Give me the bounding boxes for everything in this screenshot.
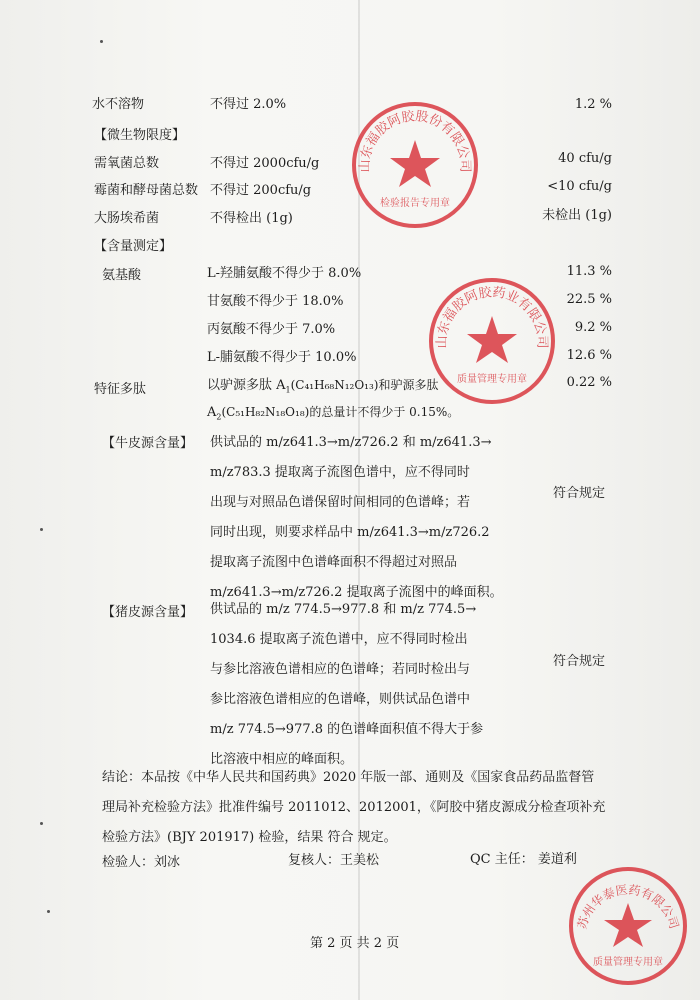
seal-1-purpose: 检验报告专用章	[380, 198, 450, 209]
proline-result: 12.6 %	[566, 348, 612, 363]
reviewer-signature: 复核人：王美松	[288, 853, 380, 868]
peptide-line2-b: (C₅₁H₈₂N₁₈O₁₈)的总量计不得少于 0.15%。	[221, 405, 460, 419]
bovine-label: 【牛皮源含量】	[102, 436, 194, 451]
seal-1	[348, 98, 482, 232]
scan-speck	[100, 40, 103, 43]
ecoli-result: 未检出 (1g)	[542, 208, 612, 223]
peptide-result: 0.22 %	[566, 375, 612, 390]
porcine-result: 符合规定	[553, 654, 606, 669]
proline-standard: L-脯氨酸不得少于 10.0%	[207, 350, 357, 365]
aerobic-label: 需氧菌总数	[94, 156, 160, 171]
bovine-line: 供试品的 m/z641.3→m/z726.2 和 m/z641.3→	[210, 435, 492, 450]
conclusion-text	[102, 763, 605, 853]
porcine-line: 供试品的 m/z 774.5→977.8 和 m/z 774.5→	[210, 602, 477, 617]
seal-3	[565, 863, 691, 989]
aerobic-result: 40 cfu/g	[558, 151, 612, 166]
alanine-result: 9.2 %	[574, 320, 612, 335]
peptide-line1-a: 以驴源多肽 A	[207, 378, 286, 393]
microbial-section-title: 【微生物限度】	[94, 128, 186, 143]
glycine-result: 22.5 %	[566, 292, 612, 307]
alanine-standard: 丙氨酸不得少于 7.0%	[207, 322, 336, 337]
porcine-line: 参比溶液色谱相应的色谱峰，则供试品色谱中	[210, 692, 471, 707]
peptide-standard-line-1: 以驴源多肽 $A_1(C_{41}H_{68}N_{12}O_{13})$和驴源多肽	[207, 378, 439, 395]
porcine-line: 比溶液中相应的峰面积。	[210, 752, 354, 767]
bovine-line: 提取离子流图中色谱峰面积不得超过对照品	[210, 555, 458, 570]
bovine-line: 出现与对照品色谱保留时间相同的色谱峰；若	[210, 495, 471, 510]
porcine-line: m/z 774.5→977.8 的色谱峰面积值不得大于参	[210, 722, 484, 737]
ecoli-label: 大肠埃希菌	[94, 211, 160, 226]
seal-2-company: 山东福胶阿胶药业有限公司	[434, 285, 550, 349]
porcine-label: 【猪皮源含量】	[102, 605, 194, 620]
qc-signature: QC 主任： 姜道利	[470, 852, 577, 867]
ecoli-standard: 不得检出 (1g)	[210, 211, 293, 226]
conclusion-line: 理局补充检验方法》批准件编号 2011012、2012001，《阿胶中猪皮源成分检查项补充	[102, 800, 606, 815]
hydroxyproline-result: 11.3 %	[566, 264, 612, 279]
porcine-line: 1034.6 提取离子流色谱中，应不得同时检出	[210, 632, 468, 647]
amino-acid-label: 氨基酸	[102, 268, 142, 283]
water-insoluble-label: 水不溶物	[92, 97, 145, 112]
glycine-standard: 甘氨酸不得少于 18.0%	[207, 294, 344, 309]
mold-result: <10 cfu/g	[547, 179, 612, 194]
assay-section-title: 【含量测定】	[94, 239, 173, 254]
scan-speck	[40, 528, 43, 531]
aerobic-standard: 不得过 2000cfu/g	[210, 156, 320, 171]
peptide-standard-line-2: $A_2(C_{51}H_{82}N_{18}O_{18})$的总量计不得少于 0.15%。	[207, 405, 460, 422]
scan-speck	[40, 822, 43, 825]
page-footer: 第 2 页 共 2 页	[310, 936, 400, 951]
seal-2	[425, 274, 559, 408]
peptide-line2-a: A	[207, 405, 217, 420]
water-insoluble-standard: 不得过 2.0%	[210, 97, 287, 112]
mold-label: 霉菌和酵母菌总数	[94, 183, 199, 198]
seal-3-purpose: 质量管理专用章	[593, 957, 663, 968]
porcine-line: 与参比溶液色谱相应的色谱峰；若同时检出与	[210, 662, 471, 677]
mold-standard: 不得过 200cfu/g	[210, 183, 312, 198]
conclusion-line: 结论：本品按《中华人民共和国药典》2020 年版一部、通则及《国家食品药品监督管	[102, 770, 595, 785]
seal-1-company: 山东福胶阿胶股份有限公司	[357, 109, 473, 173]
bovine-text	[210, 428, 503, 608]
conclusion-line: 检验方法》(BJY 201917) 检验，结果 符合 规定。	[102, 830, 397, 845]
seal-2-purpose: 质量管理专用章	[457, 374, 527, 385]
hydroxyproline-standard: L-羟脯氨酸不得少于 8.0%	[207, 266, 362, 281]
seal-3-company: 苏州华泰医药有限公司	[574, 882, 682, 931]
bovine-result: 符合规定	[553, 486, 606, 501]
water-insoluble-result: 1.2 %	[574, 97, 612, 112]
bovine-line: m/z783.3 提取离子流图色谱中，应不得同时	[210, 465, 470, 480]
peptide-label: 特征多肽	[94, 382, 147, 397]
bovine-line: 同时出现，则要求样品中 m/z641.3→m/z726.2	[210, 525, 490, 540]
peptide-line1-b: (C₄₁H₆₈N₁₂O₁₃)和驴源多肽	[290, 378, 439, 392]
inspector-signature: 检验人：刘冰	[102, 855, 181, 870]
porcine-text	[210, 595, 483, 775]
scan-speck	[47, 910, 50, 913]
bovine-line: m/z641.3→m/z726.2 提取离子流图中的峰面积。	[210, 585, 503, 600]
